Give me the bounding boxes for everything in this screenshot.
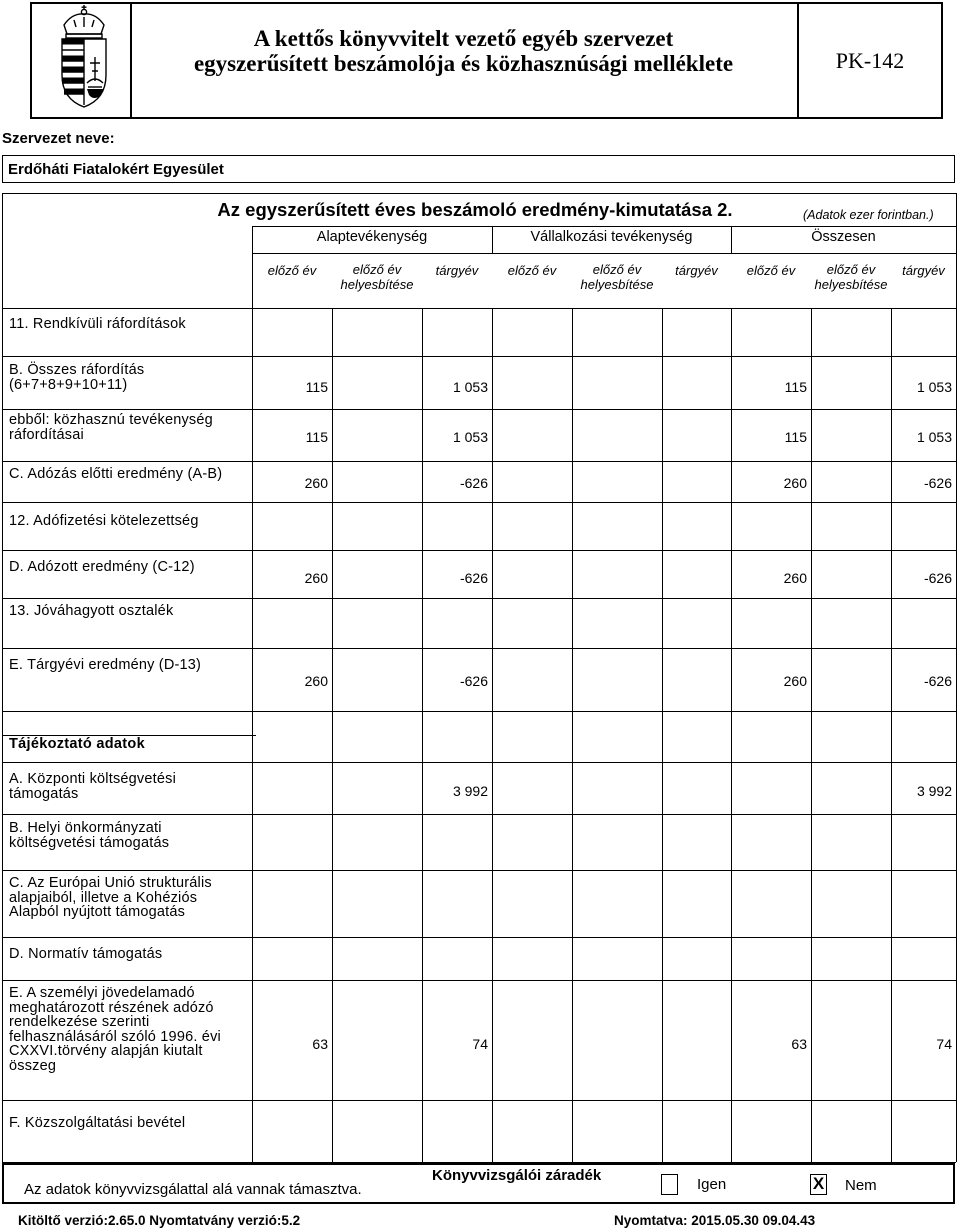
group-osszesen: Összesen xyxy=(811,229,876,245)
info-row-label xyxy=(9,1116,249,1131)
row-label-line: 13. Jóváhagyott osztalék xyxy=(9,603,174,619)
result-value-cell: 1 053 xyxy=(916,379,952,395)
audit-yes-checkbox[interactable] xyxy=(661,1174,678,1195)
result-col-line xyxy=(891,308,892,356)
row-label-line: E. A személyi jövedelamadó xyxy=(9,985,195,1001)
result-col-line xyxy=(662,356,663,409)
info-col-line xyxy=(252,1100,253,1162)
result-value-cell: 260 xyxy=(304,673,328,689)
result-col-line xyxy=(492,648,493,711)
info-col-line xyxy=(662,1100,663,1162)
result-col-line xyxy=(332,648,333,711)
info-col-line xyxy=(492,980,493,1100)
result-row-line xyxy=(2,648,956,649)
result-col-line xyxy=(332,409,333,461)
audit-no-label: Nem xyxy=(845,1177,877,1194)
info-col-line xyxy=(332,814,333,870)
info-col-line xyxy=(811,980,812,1100)
info-col-line xyxy=(956,870,957,937)
info-col-line xyxy=(572,980,573,1100)
row-label-line: rendelkezése szerinti xyxy=(9,1014,150,1030)
row-label-line: (6+7+8+9+10+11) xyxy=(9,376,128,393)
result-col-line xyxy=(332,550,333,598)
report-title: Az egyszerűsített éves beszámoló eredmény-kimutatása 2. xyxy=(217,199,733,220)
info-col-line xyxy=(891,870,892,937)
column-label-0 xyxy=(252,263,332,278)
result-col-line xyxy=(662,308,663,356)
info-row-label xyxy=(9,947,249,962)
result-col-line xyxy=(252,308,253,356)
info-title-col-line xyxy=(811,711,812,762)
row-label-line: B. Összes ráfordítás xyxy=(9,362,145,378)
result-value-cell: 1 053 xyxy=(452,379,488,395)
info-col-line xyxy=(492,762,493,814)
result-value-cell: -626 xyxy=(923,475,952,491)
result-value-cell: 260 xyxy=(783,570,807,586)
result-row-line xyxy=(2,502,956,503)
info-row-line xyxy=(2,937,956,938)
info-col-line xyxy=(956,814,957,870)
info-col-line xyxy=(492,1100,493,1162)
column-label-1 xyxy=(332,262,422,292)
column-label-line: előző év xyxy=(746,263,796,278)
result-col-line xyxy=(572,461,573,502)
result-col-line xyxy=(891,598,892,648)
result-col-line xyxy=(956,550,957,598)
result-value-cell: -626 xyxy=(459,570,488,586)
form-title-line-1: A kettős könyvvitelt vezető egyéb szervezet xyxy=(253,26,674,51)
result-col-line xyxy=(572,648,573,711)
unit-note: (Adatok ezer forintban.) xyxy=(803,208,934,222)
info-value-cell: 74 xyxy=(936,1036,952,1052)
row-label-line: B. Helyi önkormányzati xyxy=(9,820,162,836)
info-title-col-line xyxy=(956,711,957,762)
info-col-line xyxy=(662,937,663,980)
info-col-line xyxy=(731,1100,732,1162)
result-col-line xyxy=(252,502,253,550)
form-code: PK-142 xyxy=(835,48,905,73)
info-col-line xyxy=(731,762,732,814)
audit-statement: Az adatok könyvvizsgálattal alá vannak támasztva. xyxy=(24,1181,362,1198)
info-title-col-line xyxy=(492,711,493,762)
result-col-line xyxy=(662,598,663,648)
info-col-line xyxy=(572,762,573,814)
row-label-line: Alapból nyújtott támogatás xyxy=(9,904,186,920)
result-col-line xyxy=(811,550,812,598)
info-col-line xyxy=(252,937,253,980)
group-alap: Alaptevékenység xyxy=(316,229,428,245)
info-row-line xyxy=(2,980,956,981)
form-title xyxy=(132,26,795,76)
result-value-cell: 260 xyxy=(783,475,807,491)
info-title-col-line xyxy=(332,711,333,762)
software-version: Kitöltő verzió:2.65.0 Nyomtatvány verzió:5.2 xyxy=(18,1213,301,1228)
row-label-line: költségvetési támogatás xyxy=(9,834,170,851)
row-label-line: D. Adózott eredmény (C-12) xyxy=(9,559,195,575)
info-col-line xyxy=(422,870,423,937)
info-col-line xyxy=(572,870,573,937)
result-col-line xyxy=(731,308,732,356)
row-label-line: összeg xyxy=(9,1057,57,1074)
result-value-cell: 115 xyxy=(305,379,328,395)
group-line xyxy=(252,253,956,254)
info-col-line xyxy=(811,1100,812,1162)
result-col-line xyxy=(811,502,812,550)
result-row-label xyxy=(9,514,249,529)
result-row-label xyxy=(9,413,249,442)
column-label-line: helyesbítése xyxy=(814,277,888,292)
column-label-3 xyxy=(492,263,572,278)
result-value-cell: 260 xyxy=(304,475,328,491)
result-row-label xyxy=(9,467,249,482)
result-col-line xyxy=(891,502,892,550)
result-col-line xyxy=(811,598,812,648)
column-label-line: előző év xyxy=(826,262,876,277)
column-label-4 xyxy=(572,262,662,292)
result-col-line xyxy=(572,409,573,461)
info-col-line xyxy=(956,1100,957,1162)
info-value-cell: 74 xyxy=(472,1036,488,1052)
result-value-cell: -626 xyxy=(923,673,952,689)
info-col-line xyxy=(662,762,663,814)
info-value-cell: 3 992 xyxy=(916,783,952,799)
result-col-line xyxy=(956,598,957,648)
info-col-line xyxy=(956,937,957,980)
result-col-line xyxy=(572,598,573,648)
info-col-line xyxy=(731,937,732,980)
group-line xyxy=(252,226,956,227)
result-col-line xyxy=(811,308,812,356)
row-label-line: ebből: közhasznú tevékenység xyxy=(9,412,213,428)
row-label-line: D. Normatív támogatás xyxy=(9,946,163,962)
result-col-line xyxy=(492,550,493,598)
row-label-line: ráfordításai xyxy=(9,426,84,443)
row-label-line: alapjaiból, illetve a Kohéziós xyxy=(9,889,198,906)
org-name-label: Szervezet neve: xyxy=(2,130,115,147)
row-label-line: C. Adózás előtti eredmény (A-B) xyxy=(9,466,223,482)
column-label-line: tárgyév xyxy=(435,263,479,278)
result-col-line xyxy=(956,461,957,502)
info-col-line xyxy=(492,870,493,937)
info-col-line xyxy=(572,814,573,870)
info-col-line xyxy=(422,814,423,870)
audit-yes-label: Igen xyxy=(697,1176,727,1193)
audit-no-checkbox[interactable] xyxy=(810,1174,827,1195)
result-row-line xyxy=(2,461,956,462)
info-title-col-line xyxy=(891,711,892,762)
info-col-line xyxy=(811,814,812,870)
row-label-line: meghatározott részének adózó xyxy=(9,999,214,1016)
column-label-2 xyxy=(422,263,492,278)
column-label-line: előző év xyxy=(267,263,317,278)
info-title-col-line xyxy=(572,711,573,762)
result-col-line xyxy=(811,356,812,409)
info-col-line xyxy=(492,937,493,980)
coat-of-arms-icon xyxy=(52,5,116,111)
result-value-cell: 115 xyxy=(784,429,807,445)
info-value-cell: 3 992 xyxy=(452,783,488,799)
row-label-line: felhasználásáról szóló 1996. évi xyxy=(9,1028,221,1045)
result-row-label xyxy=(9,658,249,673)
result-col-line xyxy=(662,461,663,502)
table-top-line xyxy=(2,308,956,309)
result-col-line xyxy=(252,598,253,648)
result-value-cell: 1 053 xyxy=(916,429,952,445)
info-col-line xyxy=(252,870,253,937)
column-label-8 xyxy=(891,263,956,278)
result-col-line xyxy=(492,356,493,409)
info-col-line xyxy=(891,937,892,980)
result-col-line xyxy=(811,648,812,711)
info-col-line xyxy=(332,870,333,937)
form-title-line-2: egyszerűsített beszámolója és közhasznúsági melléklete xyxy=(193,51,734,76)
info-title-col-line xyxy=(252,711,253,762)
info-col-line xyxy=(572,1100,573,1162)
result-col-line xyxy=(956,648,957,711)
result-value-cell: 1 053 xyxy=(452,429,488,445)
column-label-line: tárgyév xyxy=(675,263,718,278)
result-col-line xyxy=(811,409,812,461)
group-vallalkozasi: Vállalkozási tevékenység xyxy=(530,229,693,245)
column-label-7 xyxy=(811,262,891,292)
result-col-line xyxy=(332,502,333,550)
result-col-line xyxy=(662,550,663,598)
result-col-line xyxy=(492,409,493,461)
info-top-line xyxy=(2,762,956,763)
info-row-line xyxy=(2,870,956,871)
column-label-line: előző év xyxy=(507,263,557,278)
print-timestamp: Nyomtatva: 2015.05.30 09.04.43 xyxy=(614,1213,816,1228)
result-value-cell: 115 xyxy=(305,429,328,445)
result-value-cell: -626 xyxy=(923,570,952,586)
column-label-5 xyxy=(662,263,731,278)
info-row-label xyxy=(9,876,249,920)
result-col-line xyxy=(492,502,493,550)
result-col-line xyxy=(572,308,573,356)
info-row-line xyxy=(2,814,956,815)
row-label-line: 12. Adófizetési kötelezettség xyxy=(9,513,199,529)
row-label-line: C. Az Európai Unió strukturális xyxy=(9,875,212,891)
info-col-line xyxy=(252,814,253,870)
info-col-line xyxy=(422,937,423,980)
result-col-line xyxy=(731,502,732,550)
column-label-6 xyxy=(731,263,811,278)
result-row-label xyxy=(9,560,249,575)
result-row-line xyxy=(2,550,956,551)
result-col-line xyxy=(662,502,663,550)
result-col-line xyxy=(332,598,333,648)
result-value-cell: 260 xyxy=(783,673,807,689)
info-value-cell: 63 xyxy=(791,1036,807,1052)
info-row-label xyxy=(9,986,249,1073)
result-value-cell: 115 xyxy=(784,379,807,395)
row-label-line: CXXVI.törvény alapján kiutalt xyxy=(9,1043,203,1059)
info-col-line xyxy=(662,870,663,937)
row-label-line: F. Közszolgáltatási bevétel xyxy=(9,1115,186,1131)
result-row-label xyxy=(9,363,249,392)
info-col-line xyxy=(662,814,663,870)
result-col-line xyxy=(662,409,663,461)
info-col-line xyxy=(891,1100,892,1162)
info-col-line xyxy=(492,814,493,870)
row-label-line: A. Központi költségvetési xyxy=(9,771,177,787)
result-col-line xyxy=(422,598,423,648)
result-col-line xyxy=(811,461,812,502)
info-col-line xyxy=(956,762,957,814)
column-label-line: tárgyév xyxy=(902,263,945,278)
audit-no-checkmark: X xyxy=(812,1174,825,1193)
result-col-line xyxy=(662,648,663,711)
info-row-label xyxy=(9,821,249,850)
result-col-line xyxy=(956,356,957,409)
row-label-line: E. Tárgyévi eredmény (D-13) xyxy=(9,657,202,673)
info-col-line xyxy=(731,870,732,937)
info-title-col-line xyxy=(662,711,663,762)
result-col-line xyxy=(332,356,333,409)
result-col-line xyxy=(332,308,333,356)
result-col-line xyxy=(731,598,732,648)
column-label-line: előző év xyxy=(352,262,402,277)
result-row-line xyxy=(2,711,956,712)
info-section-title: Tájékoztató adatok xyxy=(9,736,145,752)
audit-title: Könyvvizsgálói záradék xyxy=(432,1167,602,1184)
column-label-line: helyesbítése xyxy=(340,277,414,292)
result-col-line xyxy=(572,550,573,598)
row-label-line: 11. Rendkívüli ráfordítások xyxy=(9,316,186,332)
info-col-line xyxy=(811,762,812,814)
result-row-label xyxy=(9,604,249,619)
result-row-label xyxy=(9,317,249,332)
info-col-line xyxy=(662,980,663,1100)
result-col-line xyxy=(572,502,573,550)
info-col-line xyxy=(332,762,333,814)
result-col-line xyxy=(572,356,573,409)
info-col-line xyxy=(332,980,333,1100)
info-row-label xyxy=(9,772,249,801)
info-row-line xyxy=(2,1100,956,1101)
info-col-line xyxy=(956,980,957,1100)
result-col-line xyxy=(422,308,423,356)
result-col-line xyxy=(492,461,493,502)
info-col-line xyxy=(252,762,253,814)
result-row-line xyxy=(2,356,956,357)
row-label-line: támogatás xyxy=(9,785,79,802)
info-col-line xyxy=(332,937,333,980)
result-col-line xyxy=(956,308,957,356)
result-value-cell: 260 xyxy=(304,570,328,586)
info-col-line xyxy=(891,814,892,870)
result-col-line xyxy=(492,598,493,648)
org-name-value: Erdőháti Fiatalokért Egyesület xyxy=(8,161,224,178)
column-label-line: előző év xyxy=(592,262,642,277)
result-value-cell: -626 xyxy=(459,475,488,491)
info-col-line xyxy=(811,870,812,937)
info-value-cell: 63 xyxy=(312,1036,328,1052)
result-value-cell: -626 xyxy=(459,673,488,689)
info-col-line xyxy=(572,937,573,980)
result-col-line xyxy=(332,461,333,502)
info-col-line xyxy=(332,1100,333,1162)
info-title-col-line xyxy=(731,711,732,762)
info-col-line xyxy=(811,937,812,980)
info-title-col-line xyxy=(422,711,423,762)
info-col-line xyxy=(422,1100,423,1162)
result-row-line xyxy=(2,598,956,599)
result-col-line xyxy=(956,409,957,461)
info-col-line xyxy=(731,814,732,870)
result-row-line xyxy=(2,409,956,410)
result-col-line xyxy=(956,502,957,550)
result-col-line xyxy=(422,502,423,550)
table-left-line xyxy=(2,308,3,712)
result-col-line xyxy=(492,308,493,356)
column-label-line: helyesbítése xyxy=(580,277,654,292)
